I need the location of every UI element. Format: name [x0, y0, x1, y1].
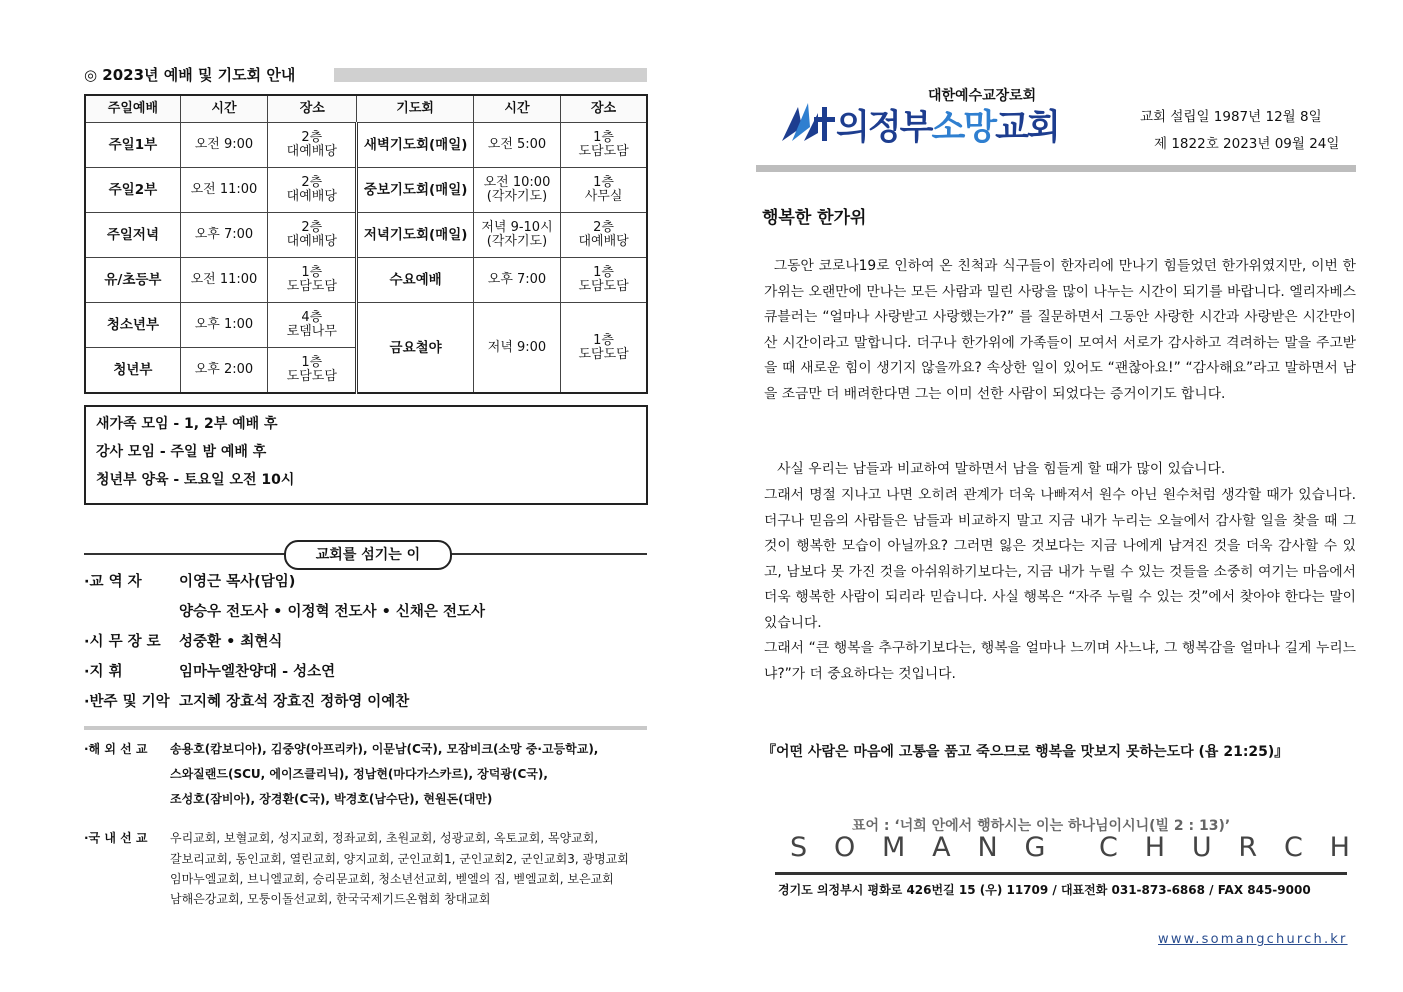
schedule-title-text: ◎ 2023년 예배 및 기도회 안내 [84, 66, 301, 84]
prayer-place: 1층 도담도담 [561, 123, 647, 168]
service-place: 2층 대예배당 [268, 123, 357, 168]
church-name: 의정부소망교회 [836, 108, 1059, 148]
col-header: 장소 [561, 95, 647, 123]
table-row [85, 123, 647, 168]
service-time: 오후 7:00 [180, 213, 267, 258]
service-time: 오전 11:00 [180, 168, 267, 213]
col-header: 장소 [268, 95, 357, 123]
table-row [85, 213, 647, 258]
service-place: 2층 대예배당 [268, 168, 357, 213]
domestic-mission: 갈보리교회, 동인교회, 열린교회, 양지교회, 군인교회1, 군인교회2, 군인교회3, 광명교회 [170, 852, 629, 866]
church-motto: 표어 : ‘너희 안에서 행하시는 이는 하나님이시니(빌 2 : 13)’ [852, 818, 1231, 834]
article-paragraph: 그래서 명절 지나고 나면 오히려 관계가 더욱 나빠져서 원수 아닌 원수처럼 생각할 때가 있습니다. 더구나 믿음의 사람들은 남들과 비교하지 말고 지금 내가 누리는 오늘에서 감사할 일을 찾을 때 그것이 행복한 모습이 아닐까요? 그러면 잃은 것보다는 지금 나에게 남겨진 것을 더욱 감사할 수 있고, 남보다 못 가진 것을 아쉬워하기보다는, 지금 내가 누릴 수 있는 것들을 소중히 여기는 마음에서 더욱 행복한 사람이 되리라 믿습니다. 사실 행복은 “자주 누릴 수 있는 것”에서 찾아야 한다는 말이 있습니다. [764, 487, 1356, 631]
founded-date: 교회 설립일 1987년 12월 8일 [1140, 109, 1322, 125]
website-link[interactable]: www.somangchurch.kr [1158, 932, 1348, 947]
service-name: 청소년부 [85, 303, 180, 348]
servant-row: ·반주 및 기악 고지혜 장효석 장효진 정하영 이예찬 [84, 694, 410, 710]
domestic-mission: 남해은강교회, 모퉁이돌선교회, 한국국제기드온협회 창대교회 [170, 892, 491, 906]
table-row [85, 303, 647, 348]
prayer-name: 중보기도회(매일) [357, 168, 473, 213]
notice-line: 청년부 양육 - 토요일 오전 10시 [96, 472, 295, 488]
denomination: 대한예수교장로회 [928, 88, 1037, 104]
article-paragraph: 그동안 코로나19로 인하여 온 친척과 식구들이 한자리에 만나기 힘들었던 한가위였지만, 이번 한가위는 오랜만에 만나는 모든 사람과 밀린 사랑을 많이 나누는 시간이 되기를 바랍니다. 엘리자베스 큐블러는 “얼마나 사랑받고 사랑했는가?” 를 질문하면서 그동안 사랑한 시간과 사랑받은 시간만이 산 시간이라고 말합니다. 더구나 한가위에 가족들이 모여서 서로가 감사하고 격려하는 말을 주고받을 때 새로운 힘이 생기지 않을까요? 속상한 일이 있어도 “괜찮아요!” “감사해요”라고 말하면서 남을 조금만 더 배려한다면 그는 이미 선한 사람이 되었다는 증거이기도 합니다. [764, 258, 1361, 402]
servant-row: 양승우 전도사 • 이정혁 전도사 • 신채은 전도사 [179, 604, 485, 620]
prayer-time: 오후 7:00 [473, 258, 560, 303]
article-paragraph: 그래서 “큰 행복을 추구하기보다는, 행복을 얼마나 느끼며 사느냐, 그 행복감을 얼마나 길게 누리느냐?”가 더 중요하다는 것입니다. [764, 640, 1356, 682]
prayer-time: 저녁 9:00 [473, 303, 560, 394]
prayer-time: 오전 10:00 (각자기도) [473, 168, 560, 213]
prayer-place: 2층 대예배당 [561, 213, 647, 258]
table-row [85, 168, 647, 213]
service-place: 2층 대예배당 [268, 213, 357, 258]
service-time: 오전 9:00 [180, 123, 267, 168]
service-name: 주일2부 [85, 168, 180, 213]
prayer-place: 1층 도담도담 [561, 303, 647, 394]
service-time: 오후 2:00 [180, 348, 267, 394]
service-name: 유/초등부 [85, 258, 180, 303]
domestic-mission: ·국 내 선 교 우리교회, 보혈교회, 성지교회, 정좌교회, 초원교회, 성광교회, 옥토교회, 목양교회, [84, 831, 599, 845]
col-header: 시간 [473, 95, 560, 123]
divider [84, 726, 647, 730]
church-address: 경기도 의정부시 평화로 426번길 15 (우) 11709 / 대표전화 031-873-6868 / FAX 845-9000 [778, 883, 1311, 897]
church-logo [778, 97, 1059, 148]
cross-flame-icon [778, 97, 838, 147]
servant-row: ·시 무 장 로 성중환 • 최현식 [84, 634, 283, 650]
servant-row: ·교 역 자 이영근 목사(담임) [84, 574, 296, 590]
scripture-quote: 『어떤 사람은 마음에 고통을 품고 죽으므로 행복을 맛보지 못하는도다 (욥 21:25)』 [762, 744, 1289, 760]
prayer-time: 오전 5:00 [473, 123, 560, 168]
schedule-table [84, 94, 648, 394]
prayer-name: 새벽기도회(매일) [357, 123, 473, 168]
prayer-place: 1층 도담도담 [561, 258, 647, 303]
service-place: 4층 로뎀나무 [268, 303, 357, 348]
prayer-name: 금요철야 [357, 303, 473, 394]
notice-line: 새가족 모임 - 1, 2부 예배 후 [96, 416, 278, 432]
article-title: 행복한 한가위 [762, 208, 867, 228]
article-paragraph: 사실 우리는 남들과 비교하여 말하면서 남을 힘들게 할 때가 많이 있습니다. [764, 461, 1226, 477]
service-name: 주일1부 [85, 123, 180, 168]
servant-row: ·지 휘 임마누엘찬양대 - 성소연 [84, 664, 336, 680]
service-time: 오후 1:00 [180, 303, 267, 348]
table-row [85, 258, 647, 303]
notice-line: 강사 모임 - 주일 밤 예배 후 [96, 444, 267, 460]
issue-number: 제 1822호 2023년 09월 24일 [1154, 136, 1340, 152]
service-place: 1층 도담도담 [268, 258, 357, 303]
brand-wordmark: S O M A N G C H U R C H [790, 832, 1350, 863]
col-header: 주일예배 [85, 95, 180, 123]
col-header: 기도회 [357, 95, 473, 123]
prayer-place: 1층 사무실 [561, 168, 647, 213]
divider [775, 872, 1347, 875]
service-time: 오전 11:00 [180, 258, 267, 303]
service-name: 청년부 [85, 348, 180, 394]
notice-box [84, 405, 648, 505]
overseas-mission: 조성호(잠비아), 장경환(C국), 박경호(남수단), 현원돈(대만) [170, 792, 493, 806]
schedule-title [84, 66, 647, 84]
service-name: 주일저녁 [85, 213, 180, 258]
prayer-name: 저녁기도회(매일) [357, 213, 473, 258]
service-place: 1층 도담도담 [268, 348, 357, 394]
overseas-mission: 스와질랜드(SCU, 에이즈클리닉), 정남현(마다가스카르), 장덕광(C국), [170, 767, 548, 781]
domestic-mission: 임마누엘교회, 브니엘교회, 승리문교회, 청소년선교회, 벧엘의 집, 벧엘교회, 보은교회 [170, 872, 614, 886]
col-header: 시간 [180, 95, 267, 123]
overseas-mission: ·해 외 선 교 송용호(캄보디아), 김중양(아프리카), 이문남(C국), 모잠비크(소망 중·고등학교), [84, 742, 599, 756]
servants-header [84, 540, 647, 568]
prayer-name: 수요예배 [357, 258, 473, 303]
prayer-time: 저녁 9-10시 (각자기도) [473, 213, 560, 258]
servants-title: 교회를 섬기는 이 [284, 540, 452, 570]
divider [756, 165, 1356, 172]
title-bar [334, 68, 647, 82]
